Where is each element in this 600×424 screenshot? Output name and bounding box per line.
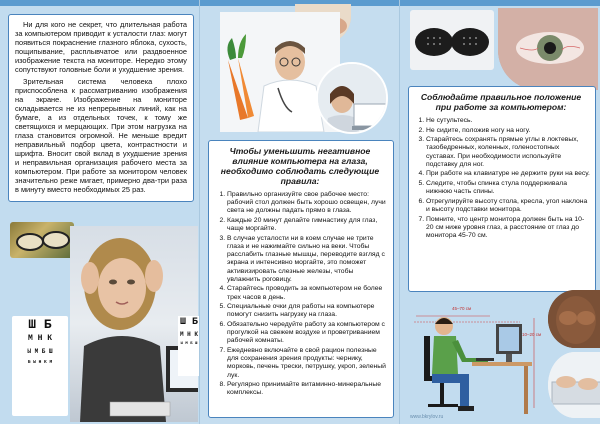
posture-rules-title: Соблюдайте правильное положение при работе за компьютером: — [420, 92, 582, 112]
pinhole-glasses-photo — [410, 10, 494, 70]
pinhole-glasses-icon — [410, 10, 494, 70]
list-item: 4. При работе на клавиатуре не держите руки на весу. — [426, 170, 590, 178]
rules-title: Чтобы уменьшить негативное влияние компьютера на глаза, необходимо соблюдать следующие правила: — [220, 146, 380, 186]
list-item: 3. Старайтесь сохранять прямые углы в локтевых, тазобедренных, коленных, голеностопных суставах. При необходимости используйте подставку для ног. — [426, 136, 590, 169]
list-item: 6. Обязательно чередуйте работу за компьютером с прогулкой на свежем воздухе и проветриванием рабочей комнаты. — [227, 321, 387, 346]
list-item: 4. Старайтесь проводить за компьютером не более трех часов в день. — [227, 285, 387, 301]
intro-text-box — [8, 14, 194, 202]
list-item: 2. Не сидите, положив ногу на ногу. — [426, 127, 590, 135]
eye-chart-partial-row-2: М Н К — [179, 331, 198, 338]
list-item: 8. Регулярно принимайте витаминно-минеральные комплексы. — [227, 381, 387, 397]
list-item: 5. Специальные очки для работы на компьютере помогут снизить нагрузку на глаза. — [227, 303, 387, 319]
woman-with-laptop-illustration — [318, 64, 388, 134]
list-item: 5. Следите, чтобы спинка стула поддерживала нижнюю часть спины. — [426, 180, 590, 196]
red-eye-illustration — [498, 8, 598, 90]
workstation-posture-illustration — [410, 296, 548, 420]
posture-rules-box — [408, 86, 596, 292]
eyeglasses-icon — [10, 222, 74, 258]
eye-chart-row-2: М Н К — [27, 334, 52, 343]
intro-paragraph-1: Ни для кого не секрет, что длительная работа за компьютером приводит к усталости глаз: могут появиться покраснение глазного яблока, сухость, пощипывание, расплывчатое или раздвоенное изображение текста на мониторе. Нередко этому сопутствуют головные боли и ухудшение зрения. — [15, 20, 187, 74]
hands-keyboard-photo — [548, 352, 600, 418]
top-accent-bar — [400, 0, 600, 6]
glasses-photo — [10, 222, 74, 258]
list-item: 7. Ежедневно включайте в свой рацион полезные для сохранения зрения продукты: чернику, морковь, печень трески, петрушку, укроп, зеленый лук. — [227, 347, 387, 380]
rules-box — [208, 140, 394, 418]
boy-rubbing-eyes-illustration — [548, 290, 600, 348]
top-accent-bar — [0, 0, 200, 6]
middle-panel — [200, 0, 400, 424]
posture-rules-list — [412, 117, 590, 240]
list-item: 2. Каждые 20 минут делайте гимнастику для глаз, чаще моргайте. — [227, 217, 387, 233]
eye-chart-partial — [178, 316, 200, 376]
eye-closeup-photo — [498, 8, 598, 90]
eye-chart-row-4: Б Ы Н К М — [27, 360, 53, 365]
hands-on-keyboard-illustration — [548, 352, 600, 418]
woman-laptop-photo — [316, 62, 388, 134]
intro-paragraph-2: Зрительная система человека плохо приспособлена к рассматриванию изображения на экране. Изображение на мониторе складывается не из непрерывных линий, как на бумаге, а из отдельных точек, к тому же светящихся и мерцающих. При этом нагрузка на глаза становится огромной. Не меньше вредит неправильный подбор цвета, контрастности и шрифта. Вносит свой вклад в ухудшение зрения и неправильная организация рабочего места за компьютером. При работе за монитором человек значительно реже мигает, примерно два-три раза в минуту вместо необходимых 25 раз. — [15, 77, 187, 194]
eye-chart-row-1: Ш Б — [28, 317, 52, 332]
height-offset-label: 10–20 см — [522, 332, 542, 337]
boy-rubbing-eyes-photo — [548, 290, 600, 348]
left-panel — [0, 0, 200, 424]
eye-chart-row-3: Ы М Б Ш — [27, 348, 53, 355]
eye-chart — [12, 316, 68, 416]
rules-list — [213, 191, 387, 398]
list-item: 1. Правильно организуйте свое рабочее место: рабочий стол должен быть хорошо освещен, лучи света не должны падать прямо в глаза. — [227, 191, 387, 216]
eye-chart-partial-row-3: Ы М Б Ш — [180, 342, 198, 346]
list-item: 7. Помните, что центр монитора должен быть на 10-20 см ниже уровня глаз, а расстояние от глаз до монитора 45-70 см. — [426, 216, 590, 241]
right-panel — [400, 0, 600, 424]
list-item: 1. Не сутультесь. — [426, 117, 590, 125]
eye-chart-partial-row-1: Ш Б — [179, 317, 198, 328]
list-item: 6. Отрегулируйте высоту стола, кресла, угол наклона и высоту подставки монитора. — [426, 198, 590, 214]
distance-label: 45–70 см — [452, 306, 472, 311]
posture-diagram — [410, 296, 548, 420]
site-url: www.bkrylov.ru — [410, 414, 444, 420]
list-item: 3. В случае усталости ни в коем случае не трите глаза и не нажимайте сильно на веки. Чтобы расслабить глазные мышцы, переводите взгляд с экрана и интенсивно моргайте, это поможет активизировать слезные железы, чтобы увлажнить роговицу. — [227, 235, 387, 284]
